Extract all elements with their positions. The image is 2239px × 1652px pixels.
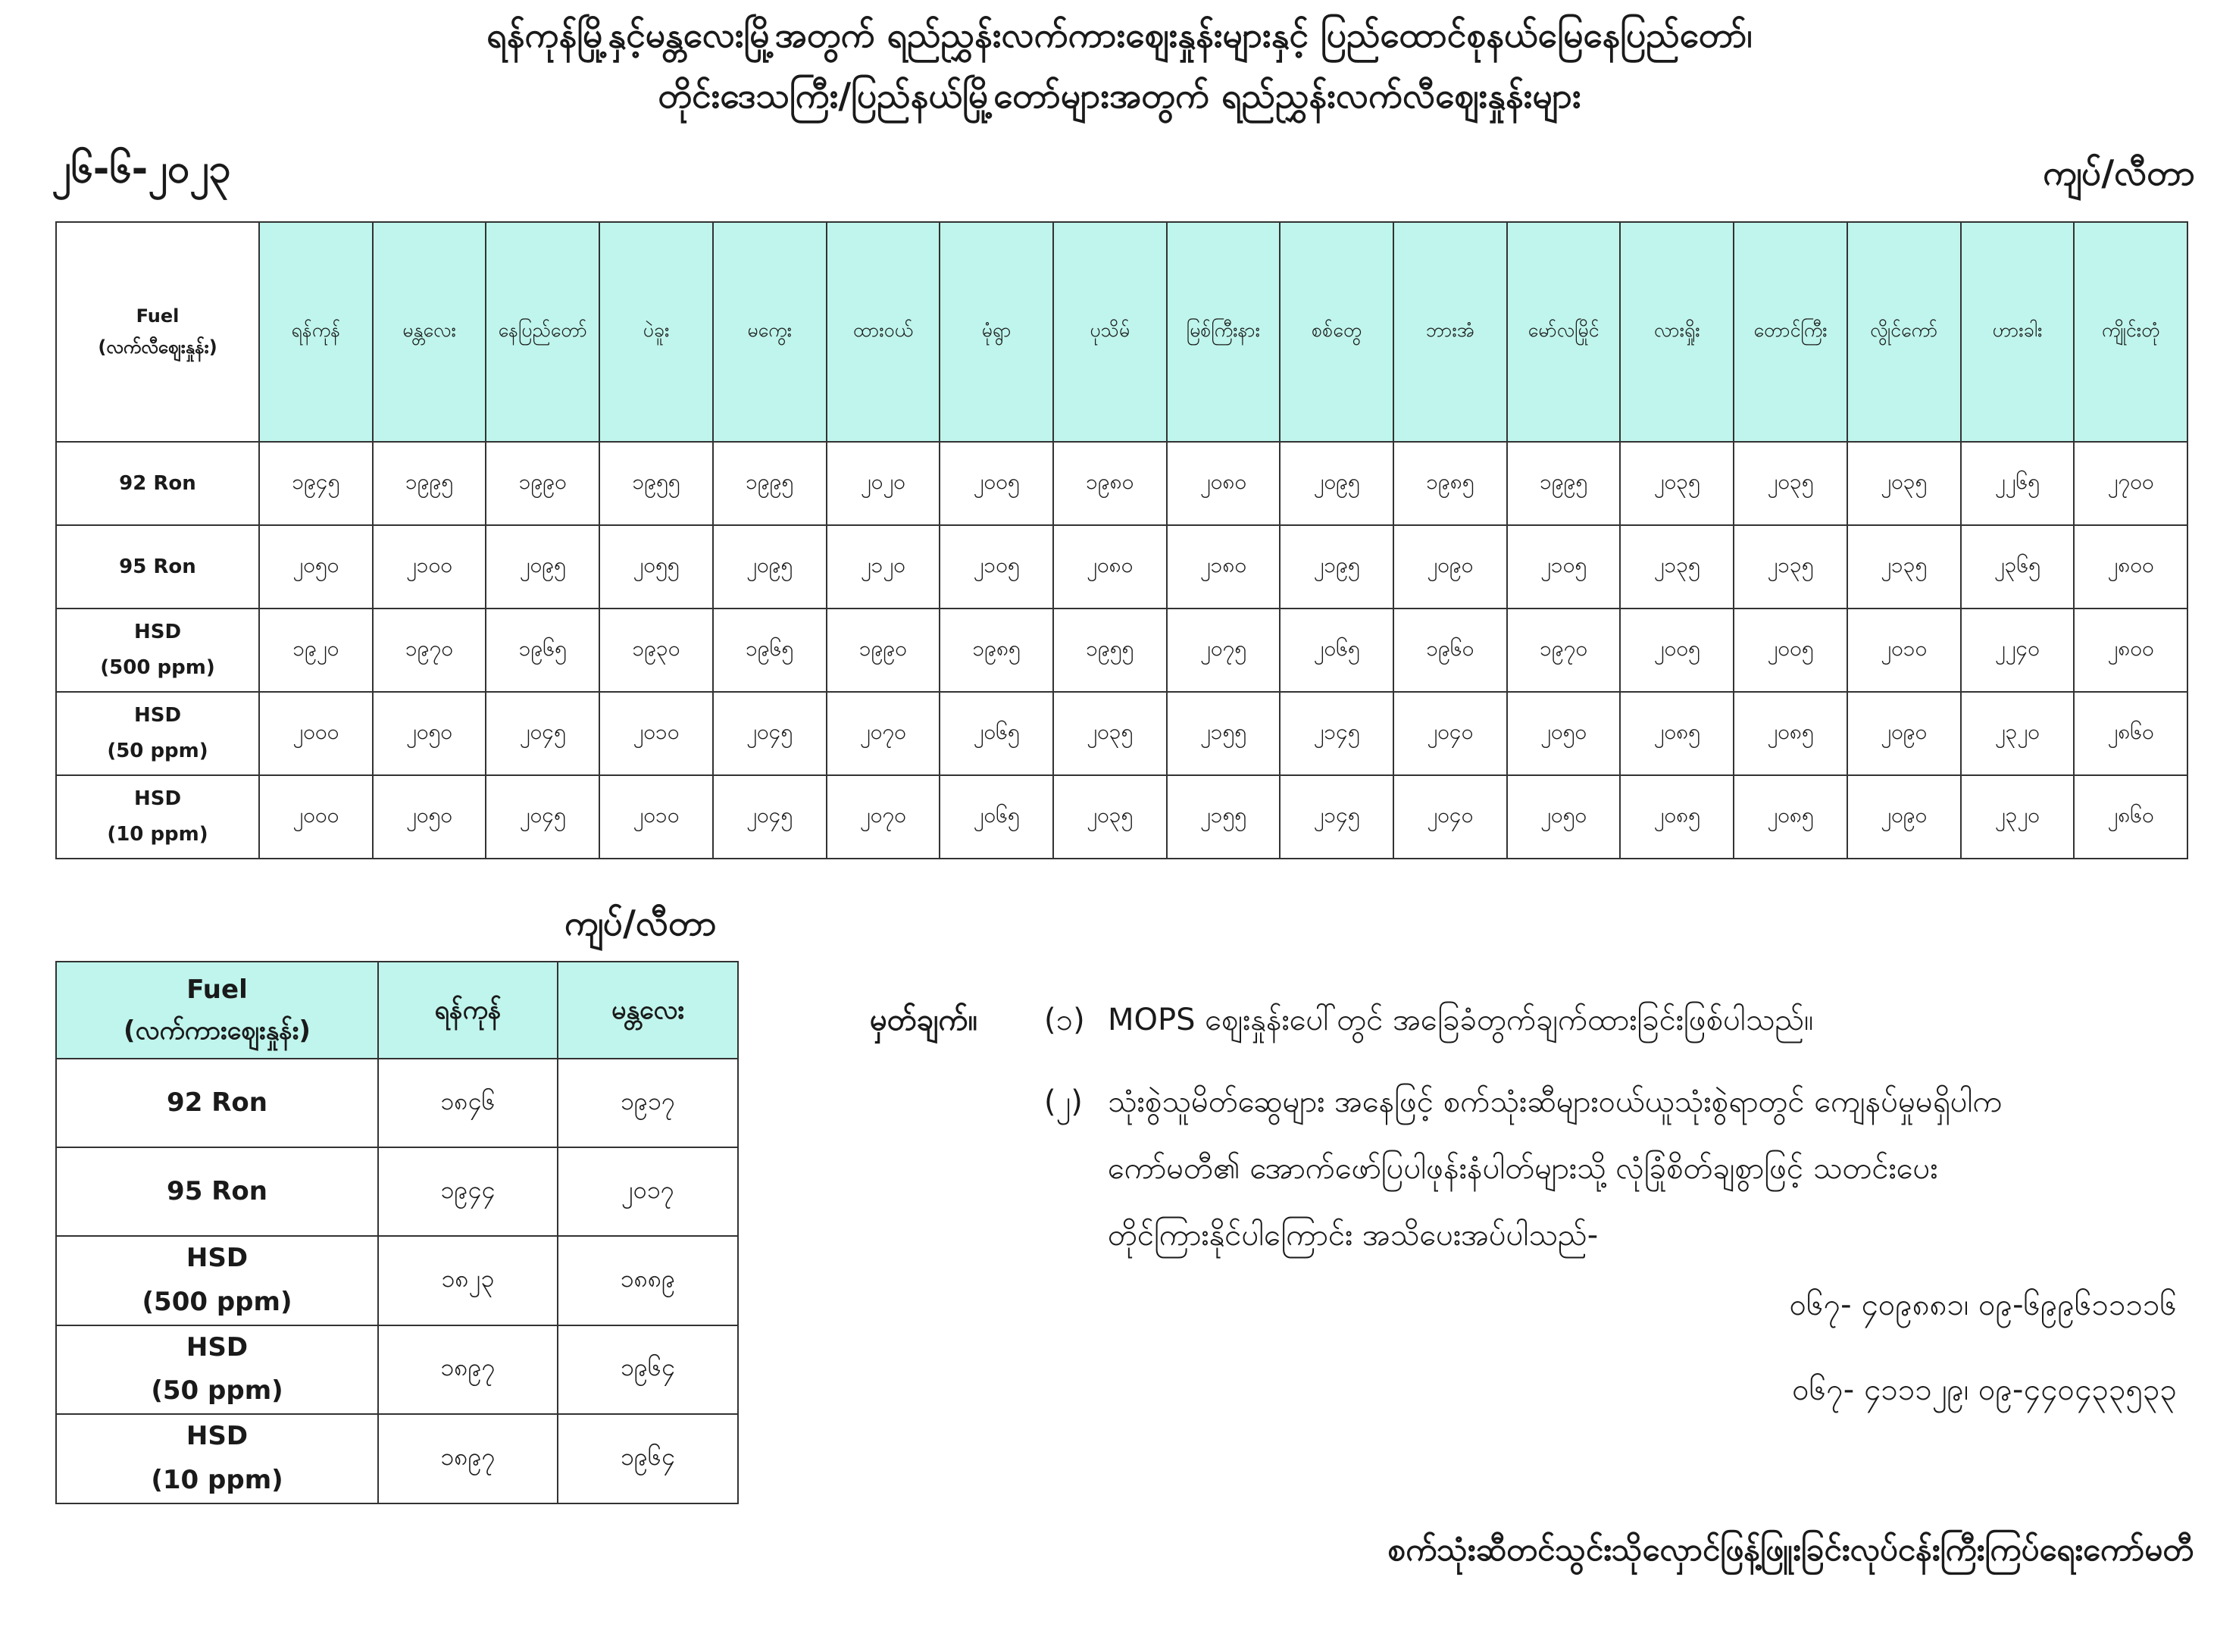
city-column-header: ဘားအံ	[1393, 222, 1507, 442]
price-cell: ၂၀၀၅	[1620, 609, 1734, 692]
wholesale-price-yangon: ၁၉၄၄	[378, 1147, 558, 1236]
price-cell: ၂၀၇၀	[827, 775, 940, 859]
price-cell: ၂၁၄၅	[1280, 775, 1393, 859]
unit-label: ကျပ်/လီတာ	[2043, 152, 2195, 193]
price-cell: ၂၀၃၅	[1734, 442, 1847, 525]
price-cell: ၂၁၄၅	[1280, 692, 1393, 775]
fuel-type-grade: (500 ppm)	[142, 1286, 292, 1317]
fuel-type-label: HSD	[186, 1331, 249, 1363]
wholesale-column-yangon: ရန်ကုန်	[378, 962, 558, 1059]
city-column-header: မန္တလေး	[373, 222, 486, 442]
fuel-column-header	[56, 222, 259, 442]
price-cell: ၂၈၀၀	[2074, 525, 2187, 609]
price-cell: ၂၈၀၀	[2074, 609, 2187, 692]
note-2-text-line-3: တိုင်ကြားနိုင်ပါကြောင်း အသိပေးအပ်ပါသည်-	[1108, 1218, 1599, 1253]
fuel-type-cell	[56, 525, 259, 609]
price-cell: ၁၉၉၀	[827, 609, 940, 692]
price-cell: ၂၀၉၅	[486, 525, 599, 609]
table-row	[56, 1414, 738, 1503]
price-cell: ၂၃၂၀	[1961, 775, 2075, 859]
price-cell: ၁၉၄၅	[259, 442, 373, 525]
price-cell: ၂၀၈၅	[1734, 692, 1847, 775]
fuel-type-grade: (50 ppm)	[107, 740, 208, 762]
wholesale-table-header-row	[56, 962, 738, 1059]
note-2-text-line-2: ကော်မတီ၏ အောက်ဖော်ပြပါဖုန်းနံပါတ်များသို့ လုံခြုံစိတ်ချစွာဖြင့် သတင်းပေး	[1108, 1151, 1938, 1186]
price-cell: ၂၂၆၅	[1961, 442, 2075, 525]
fuel-type-label: HSD	[133, 787, 182, 811]
city-column-header: မုံရွာ	[940, 222, 1053, 442]
price-cell: ၂၀၈၀	[1167, 442, 1281, 525]
note-2-text-line-1: သုံးစွဲသူမိတ်ဆွေများ အနေဖြင့် စက်သုံးဆီများဝယ်ယူသုံးစွဲရာတွင် ကျေနပ်မှုမရှိပါက	[1108, 1084, 2003, 1119]
wholesale-fuel-header-sublabel: (လက်ကားဈေးနှုန်း)	[124, 1015, 311, 1046]
wholesale-price-mandalay: ၁၉၆၄	[558, 1414, 738, 1503]
price-cell: ၂၁၀၅	[940, 525, 1053, 609]
fuel-type-cell	[56, 1414, 378, 1503]
table-row	[56, 775, 2187, 859]
fuel-type-grade: (10 ppm)	[107, 823, 208, 846]
price-cell: ၂၀၈၅	[1620, 692, 1734, 775]
price-cell: ၂၁၅၅	[1167, 692, 1281, 775]
fuel-type-label: 92 Ron	[119, 471, 196, 495]
price-cell: ၂၀၀၀	[259, 692, 373, 775]
fuel-type-label: HSD	[133, 621, 182, 644]
price-cell: ၂၀၂၀	[827, 442, 940, 525]
fuel-type-label: HSD	[186, 1421, 249, 1452]
table-row	[56, 1236, 738, 1325]
note-2-number: (၂)	[1044, 1084, 1083, 1119]
price-cell: ၂၁၃၅	[1620, 525, 1734, 609]
price-cell: ၂၀၄၅	[486, 775, 599, 859]
city-column-header: စစ်တွေ	[1280, 222, 1393, 442]
fuel-type-label: 95 Ron	[167, 1175, 267, 1206]
document-title-line-2: တိုင်းဒေသကြီး/ပြည်နယ်မြို့တော်များအတွက် ရည်ညွှန်းလက်လီဈေးနှုန်းများ	[658, 75, 1581, 116]
fuel-type-label: 95 Ron	[119, 555, 196, 578]
price-cell: ၂၁၉၅	[1280, 525, 1393, 609]
price-cell: ၁၉၉၅	[1507, 442, 1621, 525]
wholesale-price-mandalay: ၁၈၈၉	[558, 1236, 738, 1325]
price-cell: ၂၀၅၅	[599, 525, 713, 609]
price-cell: ၂၁၂၀	[827, 525, 940, 609]
table-row	[56, 609, 2187, 692]
price-cell: ၁၉၇၀	[1507, 609, 1621, 692]
wholesale-price-mandalay: ၁၉၆၄	[558, 1325, 738, 1415]
price-cell: ၂၀၅၀	[373, 775, 486, 859]
wholesale-price-yangon: ၁၈၉၇	[378, 1325, 558, 1415]
fuel-type-label: HSD	[186, 1243, 249, 1273]
fuel-type-grade: (50 ppm)	[151, 1375, 283, 1406]
price-cell: ၂၀၆၅	[940, 692, 1053, 775]
price-cell: ၁၉၉၀	[486, 442, 599, 525]
price-cell: ၂၁၃၅	[1847, 525, 1961, 609]
price-cell: ၂၀၄၅	[713, 775, 827, 859]
price-cell: ၂၀၃၅	[1053, 692, 1167, 775]
price-cell: ၂၀၅၀	[373, 692, 486, 775]
fuel-header-label: Fuel	[136, 305, 180, 327]
table-row	[56, 525, 2187, 609]
price-cell: ၂၀၉၅	[1280, 442, 1393, 525]
price-cell: ၂၀၁၀	[599, 692, 713, 775]
city-column-header: မြစ်ကြီးနား	[1167, 222, 1281, 442]
retail-price-table	[55, 221, 2188, 859]
price-cell: ၂၁၈၀	[1167, 525, 1281, 609]
price-cell: ၂၀၄၀	[1393, 692, 1507, 775]
complaint-phone-1: ၀၆၇- ၄၀၉၈၈၁၊ ၀၉-၆၉၉၆၁၁၁၁၆	[1789, 1287, 2177, 1322]
table-row	[56, 692, 2187, 775]
fuel-type-label: HSD	[133, 704, 182, 727]
price-cell: ၁၉၇၀	[373, 609, 486, 692]
price-cell: ၂၀၁၀	[1847, 609, 1961, 692]
price-cell: ၂၀၁၀	[599, 775, 713, 859]
price-cell: ၂၀၆၅	[1280, 609, 1393, 692]
city-column-header: ကျိုင်းတုံ	[2074, 222, 2187, 442]
fuel-type-cell	[56, 1236, 378, 1325]
price-cell: ၂၀၅၀	[1507, 692, 1621, 775]
city-column-header: မကွေး	[713, 222, 827, 442]
price-cell: ၂၀၈၅	[1734, 775, 1847, 859]
city-column-header: လွိုင်ကော်	[1847, 222, 1961, 442]
price-cell: ၂၀၈၅	[1620, 775, 1734, 859]
document-title-line-1: ရန်ကုန်မြို့နှင့်မန္တလေးမြို့အတွက် ရည်ညွှန်းလက်ကားဈေးနှုန်းများနှင့် ပြည်ထောင်စုနယ်မြေနေပြည်တော်၊	[486, 14, 1753, 55]
price-cell: ၁၉၈၅	[940, 609, 1053, 692]
committee-signature: စက်သုံးဆီတင်သွင်းသိုလှောင်ဖြန့်ဖြူးခြင်းလုပ်ငန်းကြီးကြပ်ရေးကော်မတီ	[1387, 1531, 2194, 1568]
price-cell: ၁၉၈၀	[1053, 442, 1167, 525]
wholesale-fuel-header-label: Fuel	[186, 974, 248, 1005]
fuel-type-cell	[56, 609, 259, 692]
table-row	[56, 1325, 738, 1415]
price-cell: ၁၉၅၅	[599, 442, 713, 525]
fuel-type-grade: (500 ppm)	[100, 656, 215, 679]
price-cell: ၂၀၉၀	[1847, 775, 1961, 859]
city-column-header: ရန်ကုန်	[259, 222, 373, 442]
fuel-type-cell	[56, 442, 259, 525]
price-cell: ၂၇၀၀	[2074, 442, 2187, 525]
table-row	[56, 1059, 738, 1147]
fuel-type-cell	[56, 775, 259, 859]
fuel-type-label: 92 Ron	[167, 1087, 267, 1118]
note-1-number: (၁)	[1044, 1003, 1085, 1037]
fuel-type-cell	[56, 1147, 378, 1236]
price-cell: ၂၁၃၅	[1734, 525, 1847, 609]
price-cell: ၂၀၉၅	[713, 525, 827, 609]
price-cell: ၂၀၈၀	[1053, 525, 1167, 609]
city-column-header: ဟားခါး	[1961, 222, 2075, 442]
price-cell: ၂၀၆၅	[940, 775, 1053, 859]
price-cell: ၂၀၀၀	[259, 775, 373, 859]
price-cell: ၂၀၇၅	[1167, 609, 1281, 692]
price-cell: ၂၀၅၀	[259, 525, 373, 609]
city-column-header: မော်လမြိုင်	[1507, 222, 1621, 442]
price-cell: ၂၈၆၀	[2074, 775, 2187, 859]
price-cell: ၂၁၀၅	[1507, 525, 1621, 609]
price-cell: ၂၁၀၀	[373, 525, 486, 609]
table-row	[56, 1147, 738, 1236]
price-cell: ၂၀၃၅	[1053, 775, 1167, 859]
price-cell: ၂၀၉၀	[1847, 692, 1961, 775]
price-cell: ၂၀၄၅	[713, 692, 827, 775]
wholesale-price-yangon: ၁၈၂၃	[378, 1236, 558, 1325]
city-column-header: ထားဝယ်	[827, 222, 940, 442]
city-column-header: နေပြည်တော်	[486, 222, 599, 442]
city-column-header: ပဲခူး	[599, 222, 713, 442]
fuel-type-cell	[56, 692, 259, 775]
fuel-type-grade: (10 ppm)	[151, 1464, 283, 1495]
price-cell: ၂၀၀၅	[1734, 609, 1847, 692]
price-cell: ၂၀၄၅	[486, 692, 599, 775]
price-cell: ၁၉၆၅	[486, 609, 599, 692]
price-cell: ၁၉၆၀	[1393, 609, 1507, 692]
fuel-type-cell	[56, 1059, 378, 1147]
price-cell: ၂၀၀၅	[940, 442, 1053, 525]
wholesale-price-yangon: ၁၈၉၇	[378, 1414, 558, 1503]
price-cell: ၂၃၂၀	[1961, 692, 2075, 775]
retail-table-header-row	[56, 222, 2187, 442]
price-cell: ၂၀၃၅	[1620, 442, 1734, 525]
price-cell: ၁၉၂၀	[259, 609, 373, 692]
city-column-header: တောင်ကြီး	[1734, 222, 1847, 442]
price-cell: ၁၉၉၅	[713, 442, 827, 525]
wholesale-price-mandalay: ၁၉၁၇	[558, 1059, 738, 1147]
table-row	[56, 442, 2187, 525]
wholesale-price-table	[55, 961, 739, 1504]
price-cell: ၂၀၃၅	[1847, 442, 1961, 525]
price-cell: ၂၀၄၀	[1393, 775, 1507, 859]
wholesale-price-mandalay: ၂၀၁၇	[558, 1147, 738, 1236]
price-cell: ၂၀၉၀	[1393, 525, 1507, 609]
wholesale-unit-label: ကျပ်/လီတာ	[564, 903, 717, 943]
fuel-type-cell	[56, 1325, 378, 1415]
price-cell: ၁၉၃၀	[599, 609, 713, 692]
price-cell: ၂၈၆၀	[2074, 692, 2187, 775]
wholesale-fuel-column-header	[56, 962, 378, 1059]
complaint-phone-2: ၀၆၇- ၄၁၁၁၂၉၊ ၀၉-၄၄၀၄၃၃၅၃၃	[1792, 1372, 2177, 1407]
price-cell: ၂၃၆၅	[1961, 525, 2075, 609]
city-column-header: လားရှိုး	[1620, 222, 1734, 442]
document-date: ၂၆-၆-၂၀၂၃	[52, 146, 231, 192]
note-1-text: MOPS ဈေးနှုန်းပေါ်တွင် အခြေခံတွက်ချက်ထားခြင်းဖြစ်ပါသည်။	[1108, 1003, 1814, 1037]
fuel-header-sublabel: (လက်လီဈေးနှုန်း)	[98, 336, 217, 358]
wholesale-price-yangon: ၁၈၄၆	[378, 1059, 558, 1147]
price-cell: ၁၉၅၅	[1053, 609, 1167, 692]
price-cell: ၁၉၉၅	[373, 442, 486, 525]
notes-label: မှတ်ချက်။	[870, 1003, 977, 1037]
wholesale-column-mandalay: မန္တလေး	[558, 962, 738, 1059]
price-cell: ၂၀၅၀	[1507, 775, 1621, 859]
price-cell: ၂၀၇၀	[827, 692, 940, 775]
city-column-header: ပုသိမ်	[1053, 222, 1167, 442]
price-cell: ၁၉၆၅	[713, 609, 827, 692]
price-cell: ၂၂၄၀	[1961, 609, 2075, 692]
price-cell: ၂၁၅၅	[1167, 775, 1281, 859]
price-cell: ၁၉၈၅	[1393, 442, 1507, 525]
